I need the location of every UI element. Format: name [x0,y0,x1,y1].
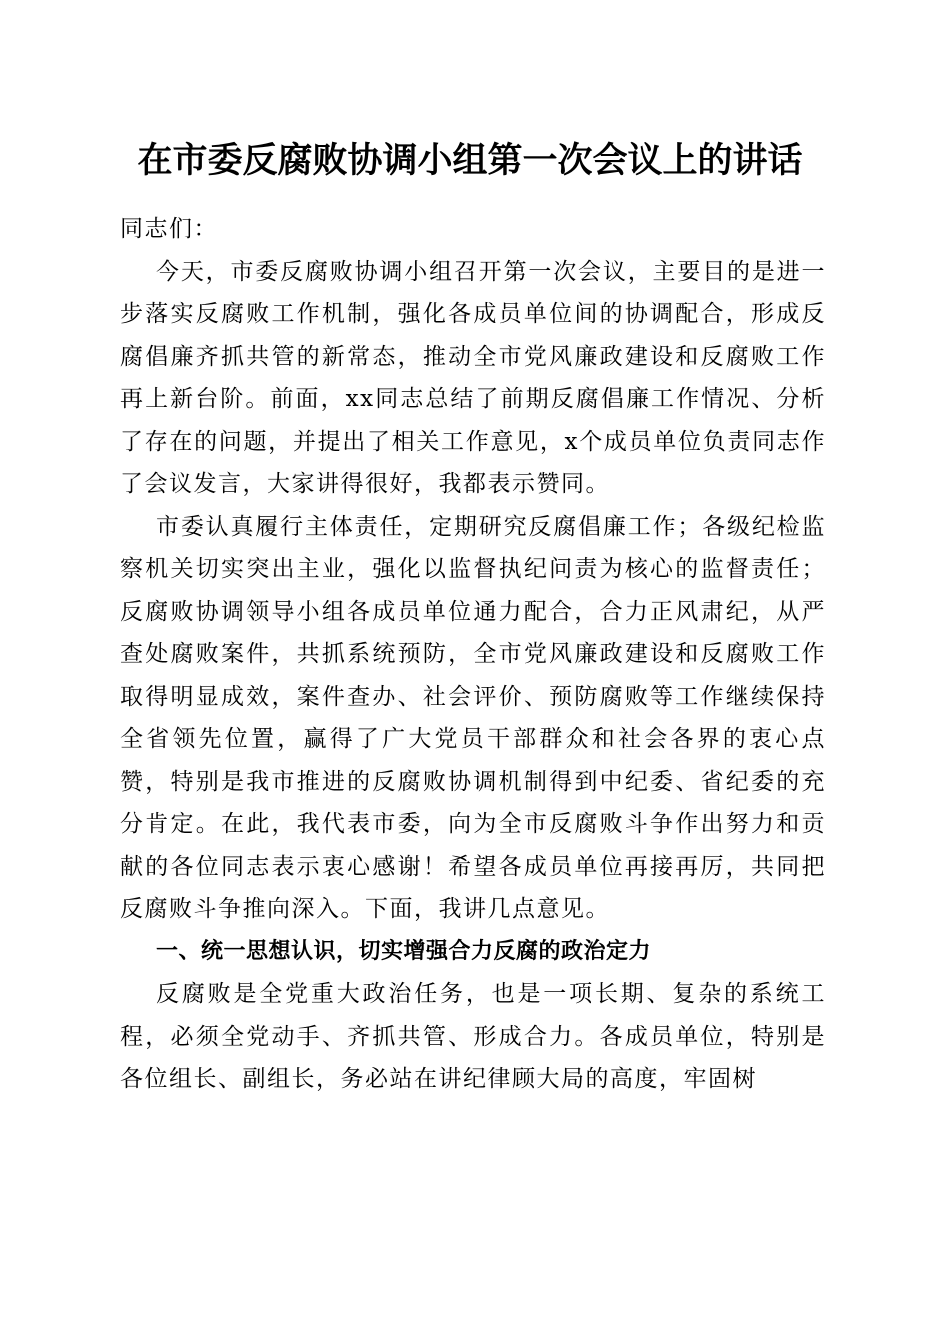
section-paragraph: 反腐败是全党重大政治任务，也是一项长期、复杂的系统工程，必须全党动手、齐抓共管、形成合力。各成员单位，特别是各位组长、副组长，务必站在讲纪律顾大局的高度，牢固树 [120,981,826,1092]
document-title: 在市委反腐败协调小组第一次会议上的讲话 [137,140,803,181]
salutation: 同志们： [120,216,218,242]
section-heading: 一、统一思想认识，切实增强合力反腐的政治定力 [156,938,652,964]
paragraph-achievements: 市委认真履行主体责任，定期研究反腐倡廉工作；各级纪检监察机关切实突出主业，强化以监督执纪问责为核心的监督责任；反腐败协调领导小组各成员单位通力配合，合力正风肃纪，从严查处腐败案件，共抓系统预防，全市党风廉政建设和反腐败工作取得明显成效，案件查办、社会评价、预防腐败等工作继续保持全省领先位置，赢得了广大党员干部群众和社会各界的衷心点赞，特别是我市推进的反腐败协调机制得到中纪委、省纪委的充分肯定。在此，我代表市委，向为全市反腐败斗争作出努力和贡献的各位同志表示衷心感谢！希望各成员单位再接再厉，共同把反腐败斗争推向深入。下面，我讲几点意见。 [120,513,826,922]
document-body [120,208,826,1101]
paragraph-opening: 今天，市委反腐败协调小组召开第一次会议，主要目的是进一步落实反腐败工作机制，强化各成员单位间的协调配合，形成反腐倡廉齐抓共管的新常态，推动全市党风廉政建设和反腐败工作再上新台阶。前面，xx同志总结了前期反腐倡廉工作情况、分析了存在的问题，并提出了相关工作意见，x个成员单位负责同志作了会议发言，大家讲得很好，我都表示赞同。 [120,258,826,497]
